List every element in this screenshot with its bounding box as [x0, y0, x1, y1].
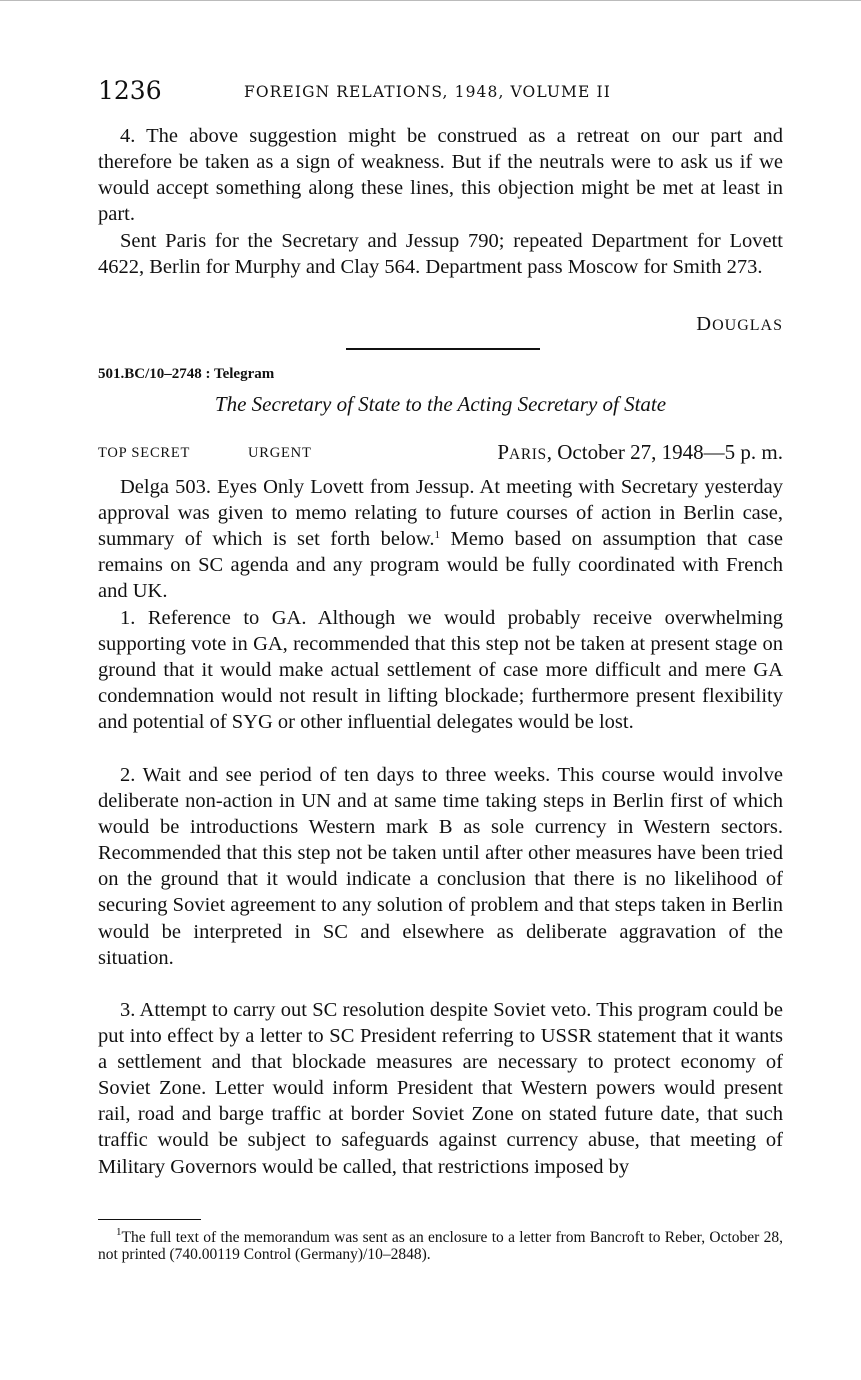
previous-routing-paragraph: Sent Paris for the Secretary and Jessup 790; repeated Department for Lovett 4622, Berlin for Murphy and Clay 564. Department pass Moscow for Smith 273.: [98, 230, 783, 279]
item-2-paragraph: 2. Wait and see period of ten days to three weeks. This course would involve deliberate non-action in UN and at same time taking steps in Berlin first of which would be introductions Western mark B as sole currency in Western sectors. Recommended that this step not be taken until after other measures have been tried on the ground that it would indicate a conclusion that there is no likelihood of securing Soviet agreement to any solution of problem and that steps taken in Berlin would be interpreted in SC and elsewhere as deliberate aggravation of the situation.: [98, 764, 783, 969]
footnote: [98, 1226, 783, 1264]
date-text: , October 27, 1948—5 p. m.: [546, 440, 783, 464]
previous-paragraph-4: 4. The above suggestion might be construed as a retreat on our part and therefore be taken as a sign of weakness. But if the neutrals were to ask us if we would accept something along these lines, this objection might be met at least in part.: [98, 125, 783, 226]
intro-text-continued: Memo based on assumption that case remains on SC agenda and any program would be fully coordinated with French and UK.: [98, 528, 783, 603]
place-initial: P: [497, 440, 510, 464]
footnote-rule: [98, 1219, 201, 1220]
page-number: 1236: [98, 76, 162, 105]
footnote-text: The full text of the memorandum was sent as an enclosure to a letter from Bancroft to Reber, October 28, not printed (740.00119 Control (Germany)/10–2848).: [98, 1229, 783, 1264]
classification-top-secret: TOP SECRET: [98, 445, 191, 461]
signature-initial: D: [696, 313, 713, 335]
item-3-paragraph: 3. Attempt to carry out SC resolution despite Soviet veto. This program could be put into effect by a letter to SC President referring to USSR statement that it wants a settlement and that blockade measures are necessary to protect economy of Soviet Zone. Letter would inform President that Western powers would present rail, road and barge traffic at border Soviet Zone on stated future date, that such traffic would be subject to safeguards against currency abuse, that meeting of Military Governors would be called, that restrictions imposed by: [98, 999, 783, 1178]
footnote-marker: 1: [116, 1226, 122, 1238]
dateline: [497, 438, 783, 469]
telegram-intro-paragraph: [98, 474, 783, 604]
footnote-reference[interactable]: 1: [434, 529, 441, 542]
page-header: [98, 76, 783, 106]
file-reference: 501.BC/10–2748 : Telegram: [98, 366, 275, 382]
signature-rest: OUGLAS: [712, 317, 783, 334]
page-top-edge: [0, 0, 861, 1]
place-rest: ARIS: [509, 446, 547, 463]
document-divider: [346, 348, 540, 350]
running-head: FOREIGN RELATIONS, 1948, VOLUME II: [244, 83, 611, 101]
classification-urgent: URGENT: [248, 445, 312, 461]
item-1-paragraph: 1. Reference to GA. Although we would probably receive overwhelming supporting vote in GA, recommended that this step not be taken at present stage on ground that it would make actual settlement of case more difficult and mere GA condemnation would not result in lifting blockade; furthermore present flexibility and potential of SYG or other influential delegates would be lost.: [98, 607, 783, 734]
document-title: The Secretary of State to the Acting Secretary of State: [214, 392, 667, 416]
intro-text: Delga 503. Eyes Only Lovett from Jessup. At meeting with Secretary yesterday approval was given to memo relating to future courses of action in Berlin case, summary of which is set forth below.: [98, 476, 783, 551]
signature-douglas: [696, 313, 783, 336]
